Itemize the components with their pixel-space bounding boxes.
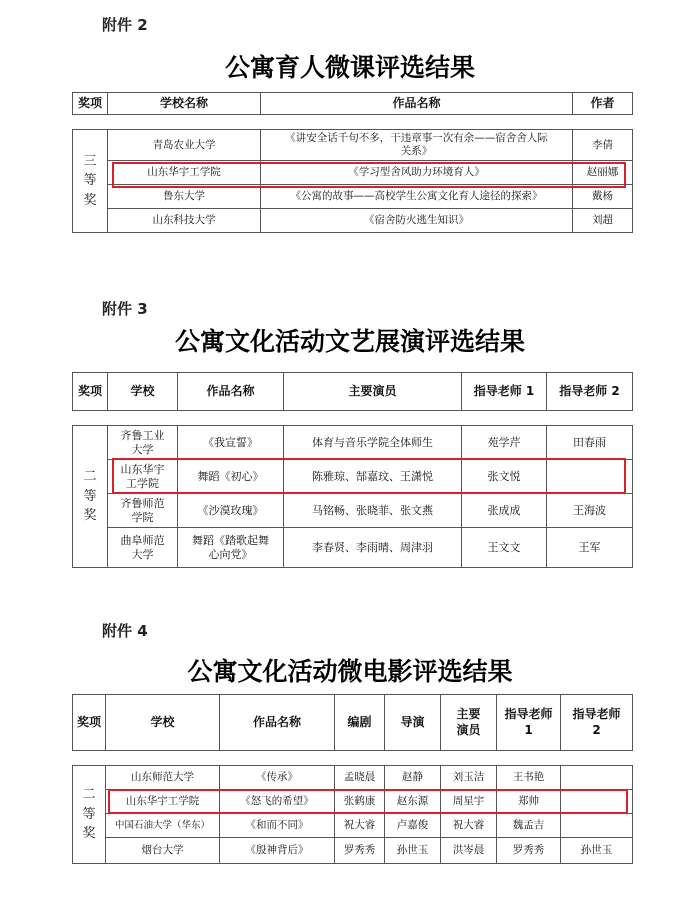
- author-cell: 戴杨: [573, 185, 633, 209]
- actors-cell: 马铭畅、张晓菲、张文燕: [284, 494, 462, 528]
- actor-cell: 刘玉洁: [441, 766, 497, 790]
- work-cell: 《学习型舍风助力环境育人》: [261, 161, 573, 185]
- award-level: 二等奖: [73, 426, 108, 568]
- header-award: 奖项: [73, 695, 106, 751]
- header-teacher-2: 指导老师 2: [561, 695, 633, 751]
- teacher-1-cell: 王书艳: [497, 766, 561, 790]
- header-actors: 主要演员: [284, 373, 462, 411]
- work-cell: 《沙漠玫瑰》: [178, 494, 284, 528]
- teacher-1-cell: 张文悦: [462, 460, 547, 494]
- teacher-1-cell: 罗秀秀: [497, 838, 561, 864]
- teacher-2-cell: [561, 814, 633, 838]
- header-teacher-1: 指导老师 1: [462, 373, 547, 411]
- header-author: 作者: [573, 93, 633, 115]
- header-actor: 主要演员: [441, 695, 497, 751]
- table-row: [73, 185, 633, 209]
- table-row: [73, 209, 633, 233]
- table-row: [73, 838, 633, 864]
- header-award: 奖项: [73, 373, 108, 411]
- teacher-2-cell: 孙世玉: [561, 838, 633, 864]
- annex-3-label: 附件 3: [102, 300, 148, 318]
- actors-cell: 李春贤、李雨晴、周津羽: [284, 528, 462, 568]
- actor-cell: 周星宇: [441, 790, 497, 814]
- award-level: 二等奖: [73, 766, 106, 864]
- header-school: 学校: [108, 373, 178, 411]
- work-cell: 《我宣誓》: [178, 426, 284, 460]
- table-row: [73, 766, 633, 790]
- teacher-2-cell: 王军: [547, 528, 633, 568]
- table-row: [73, 790, 633, 814]
- writer-cell: 孟晓晨: [335, 766, 385, 790]
- table-row: [73, 460, 633, 494]
- school-cell: 鲁东大学: [108, 185, 261, 209]
- author-cell: 刘超: [573, 209, 633, 233]
- work-cell: 舞蹈《踏歌起舞心向党》: [178, 528, 284, 568]
- actor-cell: 洪岑晨: [441, 838, 497, 864]
- header-work: 作品名称: [178, 373, 284, 411]
- teacher-1-cell: 郑帅: [497, 790, 561, 814]
- work-cell: 《传承》: [220, 766, 335, 790]
- header-school: 学校名称: [108, 93, 261, 115]
- school-cell: 曲阜师范大学: [108, 528, 178, 568]
- writer-cell: 罗秀秀: [335, 838, 385, 864]
- author-cell: 李倩: [573, 130, 633, 161]
- work-cell: 《宿舍防火逃生知识》: [261, 209, 573, 233]
- school-cell: 山东华宇工学院: [108, 161, 261, 185]
- school-cell: 青岛农业大学: [108, 130, 261, 161]
- table-row: [73, 426, 633, 460]
- teacher-2-cell: 王海波: [547, 494, 633, 528]
- header-director: 导演: [385, 695, 441, 751]
- teacher-2-cell: [561, 766, 633, 790]
- table-performance: [72, 372, 633, 568]
- teacher-1-cell: 王文文: [462, 528, 547, 568]
- director-cell: 赵东源: [385, 790, 441, 814]
- director-cell: 赵静: [385, 766, 441, 790]
- teacher-1-cell: 张成成: [462, 494, 547, 528]
- teacher-2-cell: [547, 460, 633, 494]
- table-microfilm: [72, 694, 633, 864]
- title-microfilm: 公寓文化活动微电影评选结果: [187, 657, 513, 686]
- work-cell: 《和而不同》: [220, 814, 335, 838]
- table-microlesson: [72, 92, 633, 233]
- school-cell: 山东师范大学: [106, 766, 220, 790]
- table-row: [73, 494, 633, 528]
- school-cell: 齐鲁工业大学: [108, 426, 178, 460]
- director-cell: 卢嘉俊: [385, 814, 441, 838]
- school-cell: 山东华宇工学院: [108, 460, 178, 494]
- header-work: 作品名称: [220, 695, 335, 751]
- actors-cell: 陈雅琼、郜嘉玟、王潇悦: [284, 460, 462, 494]
- award-level: 三等奖: [73, 130, 108, 233]
- table-row: [73, 161, 633, 185]
- actor-cell: 祝大睿: [441, 814, 497, 838]
- header-work: 作品名称: [261, 93, 573, 115]
- school-cell: 山东华宇工学院: [106, 790, 220, 814]
- annex-2-label: 附件 2: [102, 16, 148, 34]
- annex-4-label: 附件 4: [102, 622, 148, 640]
- teacher-2-cell: [561, 790, 633, 814]
- header-award: 奖项: [73, 93, 108, 115]
- work-cell: 《公寓的故事——高校学生公寓文化育人途径的探索》: [261, 185, 573, 209]
- table-row: [73, 814, 633, 838]
- title-performance: 公寓文化活动文艺展演评选结果: [174, 327, 525, 356]
- teacher-1-cell: 苑学芹: [462, 426, 547, 460]
- header-writer: 编剧: [335, 695, 385, 751]
- work-cell: 《讲安全话千句不多，干违章事一次有余——宿舍舍人际关系》: [261, 130, 573, 161]
- writer-cell: 张鹤康: [335, 790, 385, 814]
- table-row: [73, 528, 633, 568]
- director-cell: 孙世玉: [385, 838, 441, 864]
- teacher-2-cell: 田春雨: [547, 426, 633, 460]
- table-row: [73, 130, 633, 161]
- header-teacher-1: 指导老师 1: [497, 695, 561, 751]
- school-cell: 中国石油大学（华东）: [106, 814, 220, 838]
- school-cell: 山东科技大学: [108, 209, 261, 233]
- title-microlesson: 公寓育人微课评选结果: [224, 53, 475, 82]
- school-cell: 齐鲁师范学院: [108, 494, 178, 528]
- teacher-1-cell: 魏孟吉: [497, 814, 561, 838]
- school-cell: 烟台大学: [106, 838, 220, 864]
- work-cell: 《怒飞的希望》: [220, 790, 335, 814]
- author-cell: 赵丽娜: [573, 161, 633, 185]
- writer-cell: 祝大睿: [335, 814, 385, 838]
- actors-cell: 体育与音乐学院全体师生: [284, 426, 462, 460]
- work-cell: 《殷神背后》: [220, 838, 335, 864]
- work-cell: 舞蹈《初心》: [178, 460, 284, 494]
- header-teacher-2: 指导老师 2: [547, 373, 633, 411]
- header-school: 学校: [106, 695, 220, 751]
